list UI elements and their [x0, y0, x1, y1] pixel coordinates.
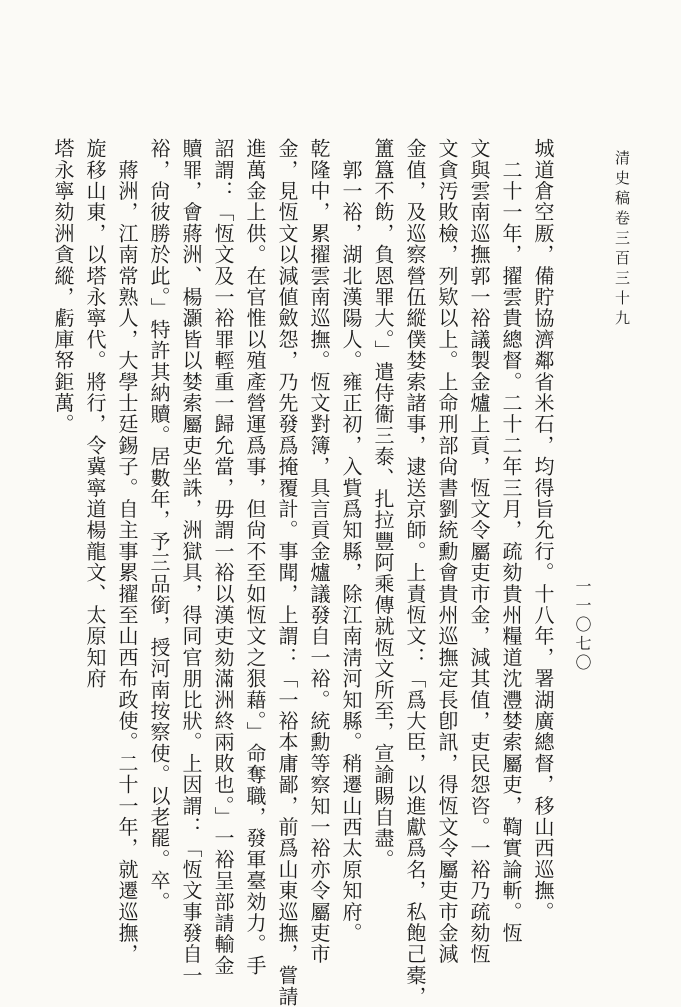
text-column: 贖罪，會蔣洲、楊灝皆以婪索屬吏坐誅，洲獄具，得同官朋比狀。上因謂：「恆文事發自一: [179, 138, 203, 986]
text-column: 蔣洲，江南常熟人，大學士廷錫子。自主事累擢至山西布政使。二十一年，就遷巡撫，: [115, 138, 139, 965]
text-column: 金，見恆文以減値斂怨，乃先發爲掩覆計。事聞，上謂：「一裕本庸鄙，前爲山東巡撫，嘗請: [275, 138, 299, 1007]
text-column: 文貪汚敗檢，列欵以上。上命刑部尙書劉統勳會貴州巡撫定長卽訊，得恆文令屬吏市金減: [435, 138, 459, 965]
text-column: 金值，及巡察營伍縱僕婪索諸事，逮送京師。上責恆文：「爲大臣，以進獻爲名，私飽己橐，: [403, 138, 427, 1007]
text-column: 裕，尙彼勝於此。」特許其納贖。居數年，予三品銜，授河南按察使。以老罷。卒。: [147, 138, 171, 913]
text-column: 郭一裕，湖北漢陽人。雍正初，入貲爲知縣，除江南淸河知縣。稍遷山西太原知府。: [339, 138, 363, 944]
text-column: 塔永寧劾洲貪縱，虧庫帑鉅萬。: [51, 138, 75, 435]
text-column: 乾隆中，累擢雲南巡撫。恆文對簿，具言貢金爐議發自一裕。統勳等察知一裕亦令屬吏市: [307, 138, 331, 965]
text-column: 進萬金上供。在官惟以殖產營運爲事，但尙不至如恆文之狠藉。」命奪職，發軍臺効力。手: [243, 138, 267, 976]
text-column: 城道倉空厫，備貯協濟鄰省米石，均得旨允行。十八年，署湖廣總督，移山西巡撫。: [531, 138, 555, 923]
text-column: 文與雲南巡撫郭一裕議製金爐上貢，恆文令屬吏市金，減其值，吏民怨咨。一裕乃疏劾恆: [467, 138, 491, 965]
page-number: 一一〇七〇: [573, 578, 592, 673]
text-column: 二十一年，擢雲貴總督。二十二年三月，疏劾貴州糧道沈灃婪索屬吏，鞫實論斬。恆: [499, 138, 523, 944]
running-header-title: 清史稿卷三百三十九: [613, 150, 631, 330]
text-column: 詔謂：「恆文及一裕罪輕重一歸允當，毋謂一裕以漢吏劾滿洲終兩敗也。」一裕呈部請輸金: [211, 138, 235, 976]
text-column: 旋移山東，以塔永寧代。將行，令冀寧道楊龍文、太原知府: [83, 138, 107, 690]
text-column: 簠簋不飭，負恩罪大。」遣侍衞三泰、扎拉豐阿乘傳就恆文所至，宣諭賜自盡。: [371, 138, 395, 870]
